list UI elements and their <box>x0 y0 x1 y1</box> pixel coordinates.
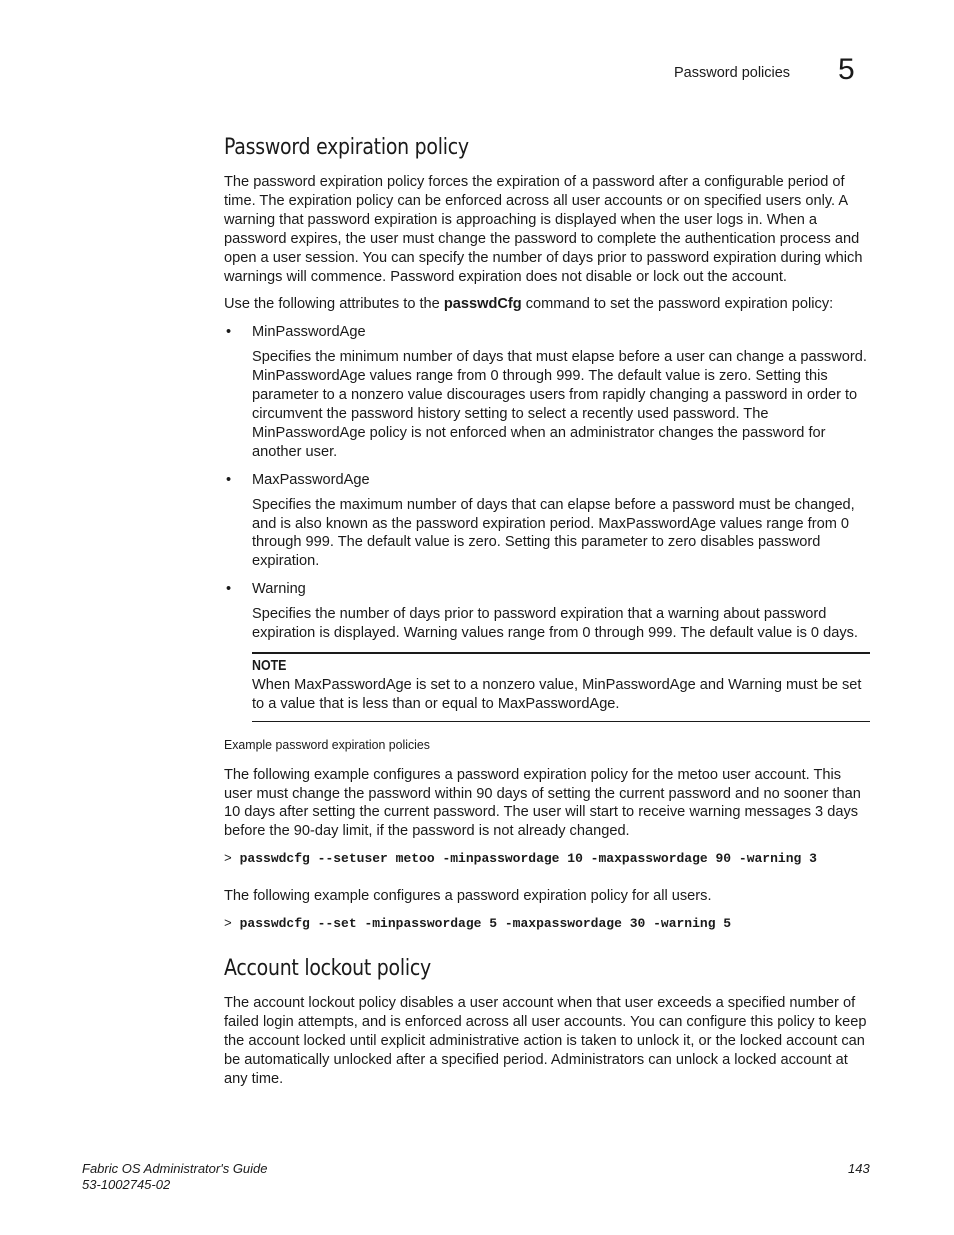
attribute-description: Specifies the minimum number of days that must elapse before a user can change a password. MinPasswordAge values range from 0 through 999. The default value is zero. Setting this parameter to a nonzero value discourages users from rapidly changing a password in order to circumvent the password history setting to select a recently used password. The MinPasswordAge policy is not enforced when an administrator changes the password for another user. <box>252 349 867 460</box>
intro-paragraph: The password expiration policy forces the expiration of a password after a configurable period of time. The expiration policy can be enforced across all user accounts or on specified users only. A warning that password expiration is approaching is displayed when the user logs in. When a password expires, the user must change the password to complete the authentication process and open a user session. You can specify the number of days prior to password expiration during which warnings will commence. Password expiration does not disable or lock out the account. <box>224 174 863 285</box>
cli-command: passwdcfg --set -minpasswordage 5 -maxpasswordage 30 -warning 5 <box>239 916 732 932</box>
attributes-paragraph: Use the following attributes to the passwdCfg command to set the password expiration policy: <box>224 296 834 313</box>
attribute-description: Specifies the number of days prior to password expiration that a warning about password expiration is displayed. Warning values range from 0 through 999. The default value is 0 days. <box>252 606 858 642</box>
page-number: 143 <box>848 1161 870 1176</box>
lockout-paragraph: The account lockout policy disables a user account when that user exceeds a specified number of failed login attempts, and is enforced across all user accounts. You can configure this policy to keep the account locked until explicit administrative action is taken to unlock it, or the locked account can be automatically unlocked after a specified period. Administrators can unlock a locked account at any time. <box>224 995 867 1087</box>
example2-paragraph: The following example configures a password expiration policy for all users. <box>224 888 712 905</box>
footer-document-id: 53-1002745-02 <box>82 1177 171 1192</box>
section-title-password-expiration: Password expiration policy <box>224 135 469 160</box>
list-item-warning <box>224 580 870 643</box>
chapter-number: 5 <box>838 53 855 86</box>
list-item-minpasswordage <box>224 323 870 461</box>
page-content <box>224 134 870 1098</box>
attribute-term: MinPasswordAge <box>252 324 366 341</box>
note-box <box>252 652 870 722</box>
section-title-account-lockout: Account lockout policy <box>224 956 431 982</box>
note-text: When MaxPasswordAge is set to a nonzero value, MinPasswordAge and Warning must be set to a value that is less than or equal to MaxPasswordAge. <box>252 676 862 712</box>
example-heading: Example password expiration policies <box>224 736 430 752</box>
bullet-icon: • <box>226 581 232 598</box>
attribute-description: Specifies the maximum number of days that can elapse before a password must be changed, and is also known as the password expiration period. MaxPasswordAge values range from 0 through 999. The default value is zero. Setting this parameter to zero disables password expiration. <box>252 496 855 570</box>
attribute-term: Warning <box>252 581 306 598</box>
footer-guide-title: Fabric OS Administrator's Guide <box>82 1161 268 1176</box>
example1-paragraph: The following example configures a password expiration policy for the metoo user account. This user must change the password within 90 days of setting the current password and no sooner than 10 days after setting the current password. The user will start to receive warning messages 3 days before the 90-day limit, if the password is not already changed. <box>224 766 861 840</box>
code-example-2 <box>224 915 870 933</box>
bullet-icon: • <box>226 471 232 488</box>
attribute-list <box>224 323 870 643</box>
bullet-icon: • <box>226 324 232 341</box>
command-passwdcfg: passwdCfg <box>443 296 522 313</box>
cli-prompt: > <box>224 916 232 932</box>
cli-command: passwdcfg --setuser metoo -minpasswordage 10 -maxpasswordage 90 -warning 3 <box>239 851 817 867</box>
note-label: NOTE <box>252 657 287 674</box>
cli-prompt: > <box>224 851 232 867</box>
running-header-section: Password policies <box>674 65 791 81</box>
list-item-maxpasswordage <box>224 471 870 572</box>
code-example-1 <box>224 850 870 868</box>
attribute-term: MaxPasswordAge <box>252 471 370 488</box>
